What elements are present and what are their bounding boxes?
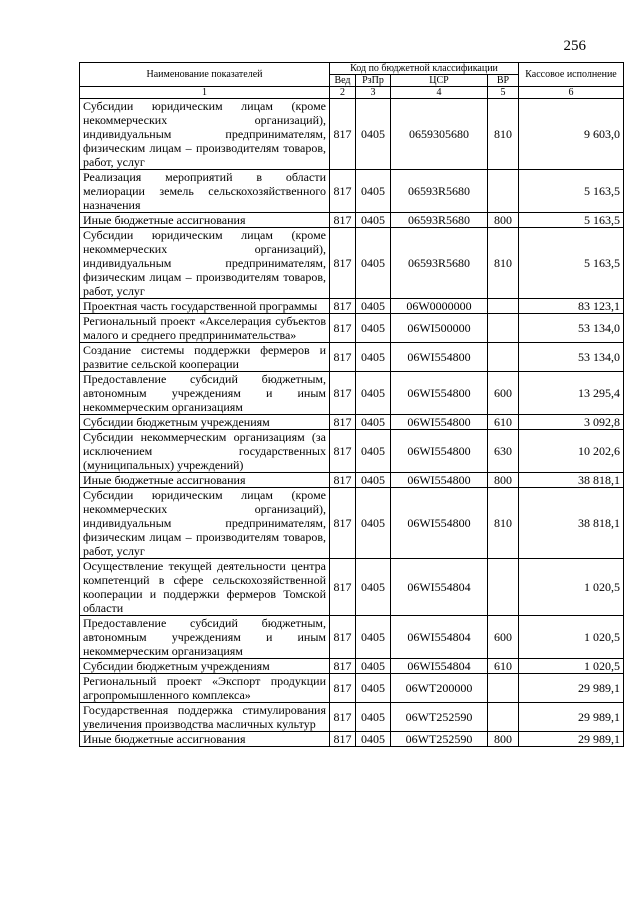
row-name: Иные бюджетные ассигнования [80,213,330,228]
row-ved: 817 [330,488,356,559]
row-name: Иные бюджетные ассигнования [80,473,330,488]
table-row [80,343,624,372]
row-ved: 817 [330,372,356,415]
row-rzpr: 0405 [356,299,391,314]
row-amount: 53 134,0 [519,343,624,372]
row-amount: 5 163,5 [519,170,624,213]
row-ved: 817 [330,343,356,372]
row-ved: 817 [330,430,356,473]
header-rzpr: РзПр [356,75,391,87]
row-name: Государственная поддержка стимулирования увеличения производства масличных культур [80,703,330,732]
table-row [80,299,624,314]
row-name: Субсидии бюджетным учреждениям [80,415,330,430]
row-rzpr: 0405 [356,659,391,674]
table-row [80,213,624,228]
row-csr: 06WT252590 [391,732,488,747]
row-ved: 817 [330,732,356,747]
row-ved: 817 [330,228,356,299]
row-ved: 817 [330,213,356,228]
row-ved: 817 [330,299,356,314]
row-ved: 817 [330,314,356,343]
row-csr: 06WI554800 [391,430,488,473]
row-rzpr: 0405 [356,703,391,732]
row-rzpr: 0405 [356,314,391,343]
row-rzpr: 0405 [356,213,391,228]
table-row [80,228,624,299]
row-csr: 06WI554800 [391,488,488,559]
table-row [80,415,624,430]
row-name: Осуществление текущей деятельности центра компетенций в сфере сельскохозяйственной кооперации и поддержки фермеров Томской области [80,559,330,616]
table-row [80,703,624,732]
table-row [80,732,624,747]
row-name: Субсидии бюджетным учреждениям [80,659,330,674]
row-vr [488,343,519,372]
table-row [80,372,624,415]
row-amount: 38 818,1 [519,473,624,488]
row-csr: 0659305680 [391,99,488,170]
table-body [80,99,624,747]
row-name: Иные бюджетные ассигнования [80,732,330,747]
row-amount: 5 163,5 [519,228,624,299]
row-rzpr: 0405 [356,559,391,616]
row-amount: 10 202,6 [519,430,624,473]
row-amount: 38 818,1 [519,488,624,559]
header-code-group: Код по бюджетной классификации [330,63,519,75]
row-csr: 06WI554804 [391,616,488,659]
row-vr [488,299,519,314]
table-row [80,170,624,213]
row-amount: 53 134,0 [519,314,624,343]
header-execution: Кассовое исполнение [519,63,624,87]
column-number: 4 [391,87,488,99]
row-amount: 13 295,4 [519,372,624,415]
row-vr: 600 [488,372,519,415]
row-amount: 29 989,1 [519,674,624,703]
row-csr: 06WT200000 [391,674,488,703]
row-ved: 817 [330,473,356,488]
row-rzpr: 0405 [356,488,391,559]
column-number: 6 [519,87,624,99]
row-name: Реализация мероприятий в области мелиорации земель сельскохозяйственного назначения [80,170,330,213]
row-amount: 9 603,0 [519,99,624,170]
row-vr: 800 [488,213,519,228]
row-csr: 06593R5680 [391,228,488,299]
row-rzpr: 0405 [356,343,391,372]
row-vr: 810 [488,99,519,170]
row-csr: 06WI554800 [391,372,488,415]
column-number-row [80,87,624,99]
column-number: 3 [356,87,391,99]
table-row [80,616,624,659]
table-row [80,674,624,703]
row-amount: 1 020,5 [519,659,624,674]
table-row [80,473,624,488]
row-vr: 610 [488,415,519,430]
table-row [80,99,624,170]
row-csr: 06WT252590 [391,703,488,732]
table-row [80,314,624,343]
table-row [80,659,624,674]
row-csr: 06WI554800 [391,415,488,430]
row-vr: 630 [488,430,519,473]
row-ved: 817 [330,674,356,703]
row-ved: 817 [330,703,356,732]
row-ved: 817 [330,559,356,616]
row-amount: 3 092,8 [519,415,624,430]
row-rzpr: 0405 [356,473,391,488]
row-rzpr: 0405 [356,732,391,747]
row-name: Предоставление субсидий бюджетным, автономным учреждениям и иным некоммерческим организациям [80,372,330,415]
row-vr [488,170,519,213]
row-name: Субсидии юридическим лицам (кроме некоммерческих организаций), индивидуальным предпринимателям, физическим лицам – производителям товаров, работ, услуг [80,228,330,299]
row-name: Создание системы поддержки фермеров и развитие сельской кооперации [80,343,330,372]
row-rzpr: 0405 [356,372,391,415]
row-ved: 817 [330,170,356,213]
row-ved: 817 [330,616,356,659]
header-ved: Вед [330,75,356,87]
row-name: Предоставление субсидий бюджетным, автономным учреждениям и иным некоммерческим организациям [80,616,330,659]
row-vr [488,674,519,703]
row-amount: 29 989,1 [519,732,624,747]
row-rzpr: 0405 [356,674,391,703]
row-name: Субсидии юридическим лицам (кроме некоммерческих организаций), индивидуальным предпринимателям, физическим лицам – производителям товаров, работ, услуг [80,99,330,170]
row-rzpr: 0405 [356,415,391,430]
row-rzpr: 0405 [356,170,391,213]
row-amount: 1 020,5 [519,616,624,659]
row-amount: 29 989,1 [519,703,624,732]
row-ved: 817 [330,99,356,170]
column-number: 1 [80,87,330,99]
table-header [80,63,624,99]
row-vr: 810 [488,228,519,299]
row-name: Субсидии некоммерческим организациям (за исключением государственных (муниципальных) учреждений) [80,430,330,473]
header-csr: ЦСР [391,75,488,87]
table-row [80,430,624,473]
row-csr: 06593R5680 [391,170,488,213]
row-vr: 800 [488,473,519,488]
page-number: 256 [563,38,586,54]
row-csr: 06593R5680 [391,213,488,228]
row-name: Региональный проект «Акселерация субъектов малого и среднего предпринимательства» [80,314,330,343]
row-name: Региональный проект «Экспорт продукции агропромышленного комплекса» [80,674,330,703]
row-vr [488,314,519,343]
row-amount: 83 123,1 [519,299,624,314]
header-name: Наименование показателей [80,63,330,87]
row-csr: 06WI500000 [391,314,488,343]
column-number: 2 [330,87,356,99]
table-row [80,488,624,559]
column-number: 5 [488,87,519,99]
row-ved: 817 [330,415,356,430]
row-csr: 06W0000000 [391,299,488,314]
header-vr: ВР [488,75,519,87]
row-name: Проектная часть государственной программы [80,299,330,314]
row-vr [488,703,519,732]
row-name: Субсидии юридическим лицам (кроме некоммерческих организаций), индивидуальным предпринимателям, физическим лицам – производителям товаров, работ, услуг [80,488,330,559]
row-rzpr: 0405 [356,228,391,299]
row-rzpr: 0405 [356,99,391,170]
row-csr: 06WI554804 [391,559,488,616]
row-rzpr: 0405 [356,616,391,659]
row-vr: 810 [488,488,519,559]
row-vr: 610 [488,659,519,674]
table-row [80,559,624,616]
row-ved: 817 [330,659,356,674]
row-csr: 06WI554800 [391,473,488,488]
row-vr: 600 [488,616,519,659]
row-vr: 800 [488,732,519,747]
row-amount: 1 020,5 [519,559,624,616]
row-csr: 06WI554800 [391,343,488,372]
row-rzpr: 0405 [356,430,391,473]
row-vr [488,559,519,616]
row-amount: 5 163,5 [519,213,624,228]
row-csr: 06WI554804 [391,659,488,674]
budget-table [79,62,624,747]
